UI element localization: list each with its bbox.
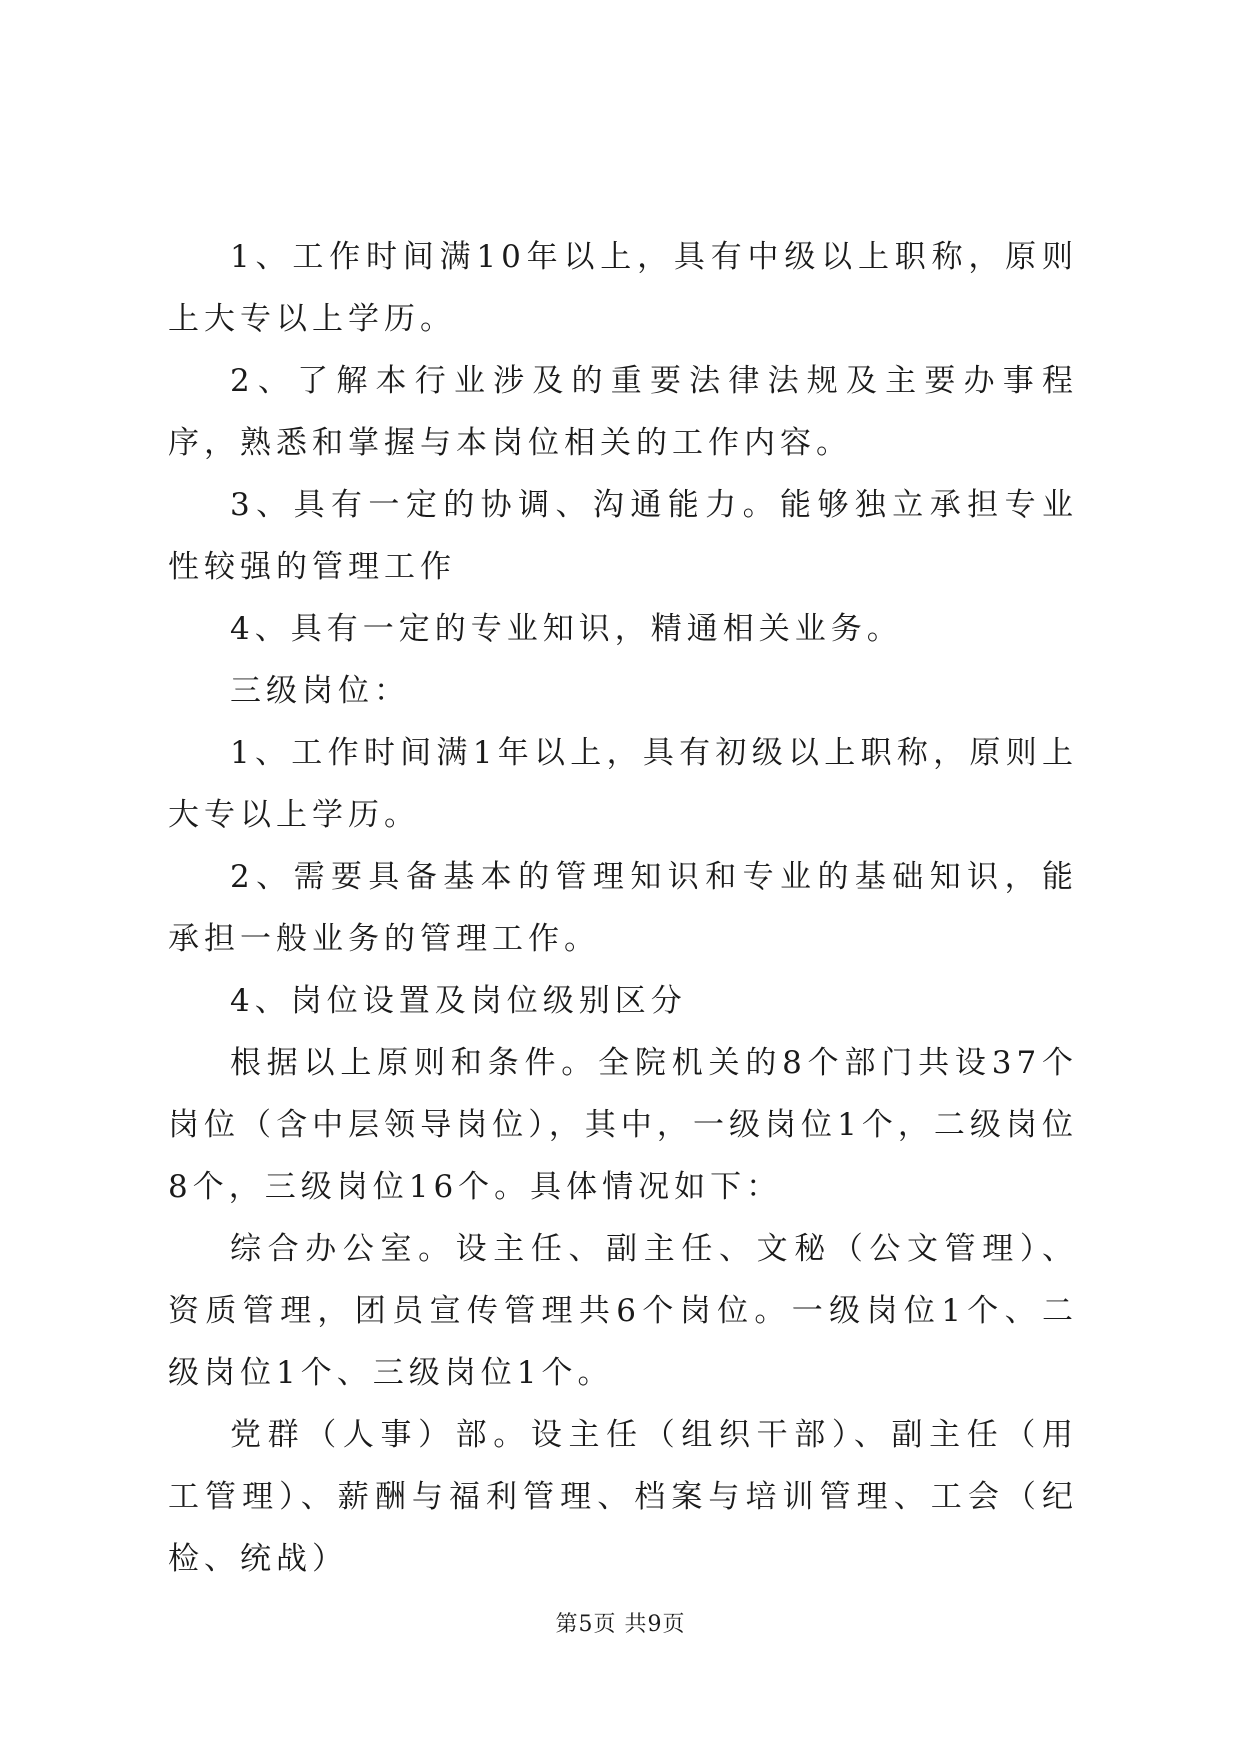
paragraph: 1、工作时间满10年以上，具有中级以上职称，原则上大专以上学历。 xyxy=(168,239,1078,337)
section-heading: 三级岗位： xyxy=(230,673,410,709)
paragraph: 1、工作时间满1年以上，具有初级以上职称，原则上大专以上学历。 xyxy=(168,735,1078,833)
page-number: 第5页 共9页 xyxy=(555,1612,686,1637)
page-footer xyxy=(0,1610,1241,1640)
paragraph: 2、了解本行业涉及的重要法律法规及主要办事程序，熟悉和掌握与本岗位相关的工作内容。 xyxy=(168,363,1078,461)
section-heading: 4、岗位设置及岗位级别区分 xyxy=(230,983,687,1019)
paragraph: 2、需要具备基本的管理知识和专业的基础知识，能承担一般业务的管理工作。 xyxy=(168,859,1078,957)
paragraph: 根据以上原则和条件。全院机关的8个部门共设37个岗位（含中层领导岗位），其中，一级岗位1个，二级岗位8个，三级岗位16个。具体情况如下： xyxy=(168,1045,1078,1205)
paragraph: 综合办公室。设主任、副主任、文秘（公文管理）、资质管理，团员宣传管理共6个岗位。一级岗位1个、二级岗位1个、三级岗位1个。 xyxy=(168,1231,1078,1391)
paragraph: 党群（人事）部。设主任（组织干部）、副主任（用工管理）、薪酬与福利管理、档案与培训管理、工会（纪检、统战） xyxy=(168,1417,1078,1577)
document-body xyxy=(168,226,1078,1590)
paragraph: 3、具有一定的协调、沟通能力。能够独立承担专业性较强的管理工作 xyxy=(168,487,1078,585)
paragraph: 4、具有一定的专业知识，精通相关业务。 xyxy=(230,611,903,647)
